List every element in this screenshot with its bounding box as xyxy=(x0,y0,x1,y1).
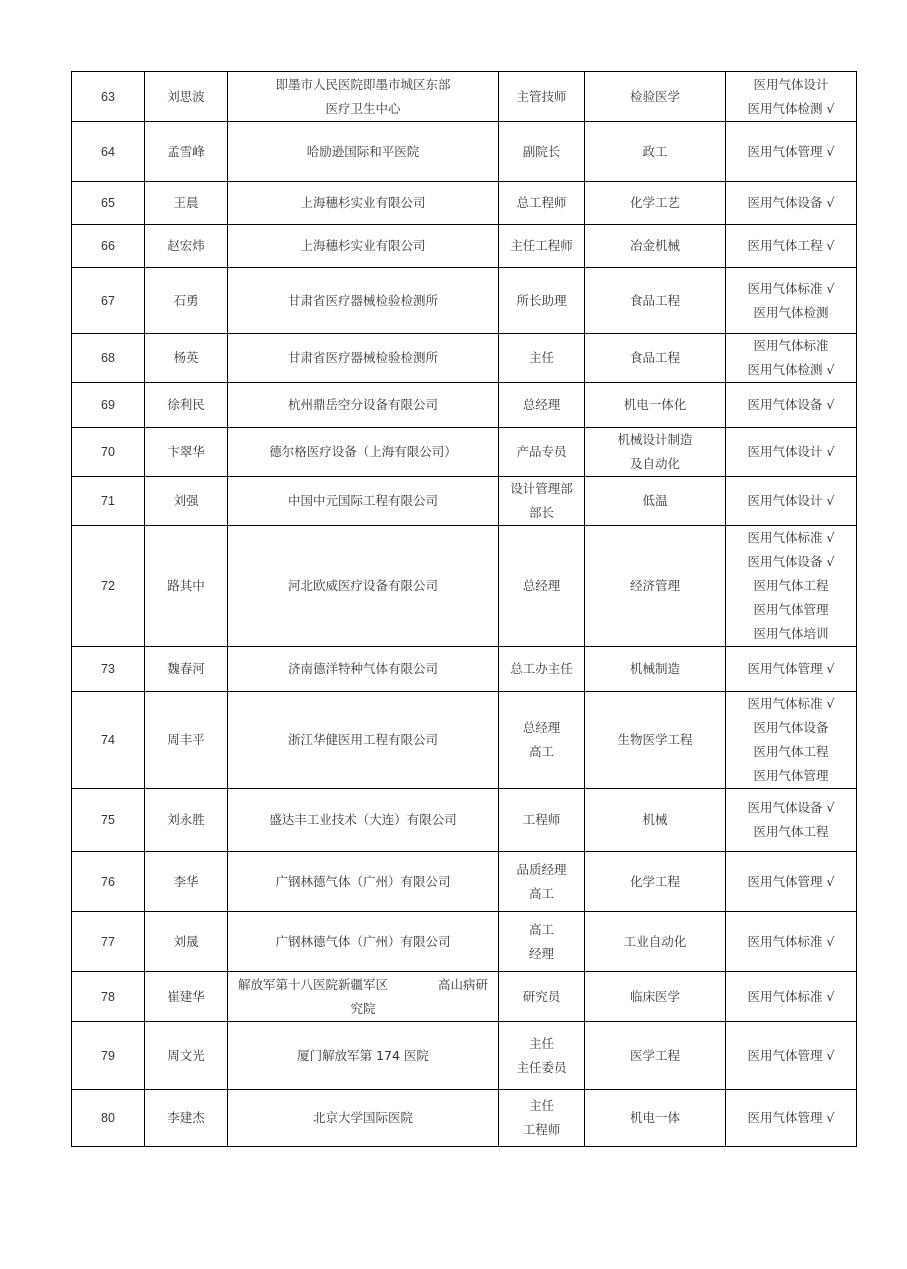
expert-roster-table xyxy=(71,71,857,1147)
organization-cell-line: 德尔格医疗设备（上海有限公司） xyxy=(269,444,457,459)
expertise-fields-cell-line: 医用气体设备 √ xyxy=(747,800,835,815)
job-title-cell-line: 高工 xyxy=(528,885,554,901)
expertise-fields-cell-line: 医用气体管理 xyxy=(753,768,829,783)
expertise-fields-cell-line: 医用气体培训 xyxy=(753,626,829,641)
expertise-fields-cell-line: 医用气体标准 √ xyxy=(747,933,835,949)
job-title-cell-line: 总经理 xyxy=(522,720,561,735)
organization-cell xyxy=(228,912,499,972)
expertise-fields-cell xyxy=(726,692,857,789)
table-row xyxy=(72,1090,857,1147)
major-cell-line: 生物医学工程 xyxy=(617,732,693,747)
organization-cell-line: 浙江华健医用工程有限公司 xyxy=(287,732,438,747)
job-title-cell-line: 主任 xyxy=(528,350,554,365)
major-cell-line: 机电一体 xyxy=(629,1110,680,1125)
major-cell-line: 检验医学 xyxy=(629,88,680,104)
expertise-fields-cell-line: 医用气体标准 √ xyxy=(747,988,835,1004)
organization-cell xyxy=(228,122,499,182)
expertise-fields-cell-line: 医用气体标准 xyxy=(753,338,829,353)
name-cell: 王晨 xyxy=(145,182,228,225)
job-title-cell xyxy=(499,334,585,383)
organization-cell-line: 上海穗杉实业有限公司 xyxy=(300,238,426,253)
major-cell xyxy=(585,1022,726,1090)
major-cell xyxy=(585,428,726,477)
major-cell-line: 机械 xyxy=(642,812,668,827)
row-number-cell: 78 xyxy=(72,972,145,1022)
major-cell xyxy=(585,334,726,383)
row-number-cell: 75 xyxy=(72,789,145,852)
table-row xyxy=(72,972,857,1022)
job-title-cell xyxy=(499,1022,585,1090)
expertise-fields-cell-line: 医用气体检测 √ xyxy=(747,100,835,116)
job-title-cell xyxy=(499,72,585,122)
major-cell xyxy=(585,647,726,692)
expertise-fields-cell xyxy=(726,182,857,225)
row-number-cell: 66 xyxy=(72,225,145,268)
name-cell: 路其中 xyxy=(145,526,228,647)
job-title-cell-line: 总工办主任 xyxy=(510,661,573,676)
major-cell xyxy=(585,852,726,912)
organization-cell-line: 即墨市人民医院即墨市城区东部 xyxy=(275,76,451,92)
table-row xyxy=(72,526,857,647)
expertise-fields-cell xyxy=(726,122,857,182)
expertise-fields-cell-line: 医用气体管理 √ xyxy=(747,1110,835,1125)
job-title-cell xyxy=(499,692,585,789)
job-title-cell xyxy=(499,477,585,526)
organization-cell xyxy=(228,428,499,477)
expertise-fields-cell-line: 医用气体设计 √ xyxy=(747,493,835,508)
row-number-cell: 70 xyxy=(72,428,145,477)
name-cell: 李华 xyxy=(145,852,228,912)
row-number-cell: 65 xyxy=(72,182,145,225)
job-title-cell-line: 主任委员 xyxy=(516,1059,567,1075)
table-body xyxy=(72,72,857,1147)
organization-cell-line: 上海穗杉实业有限公司 xyxy=(300,195,426,210)
organization-cell xyxy=(228,1090,499,1147)
job-title-cell-line: 总经理 xyxy=(522,397,561,412)
job-title-cell-line: 品质经理 xyxy=(516,861,567,877)
expertise-fields-cell-line: 医用气体管理 xyxy=(753,602,829,617)
major-cell xyxy=(585,72,726,122)
row-number-cell: 73 xyxy=(72,647,145,692)
major-cell-line: 食品工程 xyxy=(629,350,680,365)
job-title-cell xyxy=(499,383,585,428)
expertise-fields-cell xyxy=(726,225,857,268)
organization-cell-line: 解放军第十八医院新疆军区 高山病研 xyxy=(237,976,488,992)
organization-cell-line: 北京大学国际医院 xyxy=(312,1110,413,1125)
job-title-cell-line: 总经理 xyxy=(522,578,561,593)
major-cell-line: 及自动化 xyxy=(629,456,680,471)
expertise-fields-cell-line: 医用气体工程 xyxy=(753,578,829,593)
expertise-fields-cell xyxy=(726,334,857,383)
organization-cell xyxy=(228,225,499,268)
name-cell: 魏春河 xyxy=(145,647,228,692)
organization-cell-line: 广钢林德气体（广州）有限公司 xyxy=(275,873,451,889)
organization-cell-line: 中国中元国际工程有限公司 xyxy=(287,493,438,508)
job-title-cell xyxy=(499,789,585,852)
job-title-cell xyxy=(499,268,585,334)
organization-cell-line: 甘肃省医疗器械检验检测所 xyxy=(287,350,438,365)
row-number-cell: 72 xyxy=(72,526,145,647)
organization-cell-line: 杭州鼎岳空分设备有限公司 xyxy=(287,397,438,412)
name-cell: 刘强 xyxy=(145,477,228,526)
name-cell: 杨英 xyxy=(145,334,228,383)
expertise-fields-cell xyxy=(726,972,857,1022)
expertise-fields-cell-line: 医用气体工程 xyxy=(753,824,829,839)
organization-cell-line: 哈励逊国际和平医院 xyxy=(306,143,420,159)
organization-cell xyxy=(228,182,499,225)
expertise-fields-cell xyxy=(726,1090,857,1147)
row-number-cell: 63 xyxy=(72,72,145,122)
major-cell-line: 低温 xyxy=(642,493,668,508)
expertise-fields-cell-line: 医用气体管理 √ xyxy=(747,873,835,889)
expertise-fields-cell xyxy=(726,268,857,334)
job-title-cell-line: 所长助理 xyxy=(516,292,567,308)
name-cell: 崔建华 xyxy=(145,972,228,1022)
job-title-cell-line: 工程师 xyxy=(522,1122,561,1137)
major-cell-line: 经济管理 xyxy=(629,578,680,593)
job-title-cell xyxy=(499,1090,585,1147)
table-row xyxy=(72,477,857,526)
expertise-fields-cell-line: 医用气体工程 xyxy=(753,744,829,759)
table-row xyxy=(72,383,857,428)
expertise-fields-cell xyxy=(726,72,857,122)
expertise-fields-cell-line: 医用气体管理 √ xyxy=(747,1047,835,1063)
expertise-fields-cell xyxy=(726,526,857,647)
name-cell: 周文光 xyxy=(145,1022,228,1090)
organization-cell-line: 广钢林德气体（广州）有限公司 xyxy=(275,933,451,949)
organization-cell xyxy=(228,72,499,122)
job-title-cell-line: 副院长 xyxy=(522,143,561,159)
expertise-fields-cell xyxy=(726,852,857,912)
name-cell: 石勇 xyxy=(145,268,228,334)
major-cell-line: 冶金机械 xyxy=(629,238,680,253)
major-cell xyxy=(585,972,726,1022)
expertise-fields-cell-line: 医用气体设计 √ xyxy=(747,444,835,459)
job-title-cell xyxy=(499,122,585,182)
organization-cell xyxy=(228,972,499,1022)
job-title-cell-line: 主管技师 xyxy=(516,88,567,104)
table-row xyxy=(72,1022,857,1090)
expertise-fields-cell xyxy=(726,428,857,477)
job-title-cell xyxy=(499,972,585,1022)
major-cell-line: 机械设计制造 xyxy=(617,432,693,447)
organization-cell xyxy=(228,526,499,647)
expertise-fields-cell xyxy=(726,789,857,852)
row-number-cell: 71 xyxy=(72,477,145,526)
major-cell xyxy=(585,225,726,268)
job-title-cell xyxy=(499,225,585,268)
job-title-cell-line: 主任 xyxy=(528,1035,554,1051)
major-cell xyxy=(585,912,726,972)
organization-cell xyxy=(228,647,499,692)
major-cell-line: 化学工程 xyxy=(629,873,680,889)
major-cell xyxy=(585,268,726,334)
organization-cell-line: 盛达丰工业技术（大连）有限公司 xyxy=(269,812,457,827)
major-cell-line: 医学工程 xyxy=(629,1047,680,1063)
job-title-cell-line: 部长 xyxy=(528,505,554,520)
row-number-cell: 80 xyxy=(72,1090,145,1147)
row-number-cell: 76 xyxy=(72,852,145,912)
major-cell xyxy=(585,1090,726,1147)
expertise-fields-cell-line: 医用气体标准 √ xyxy=(747,530,835,545)
job-title-cell-line: 主任 xyxy=(528,1098,554,1113)
major-cell xyxy=(585,122,726,182)
expertise-fields-cell-line: 医用气体工程 √ xyxy=(747,238,835,253)
table-row xyxy=(72,647,857,692)
major-cell xyxy=(585,182,726,225)
name-cell: 孟雪峰 xyxy=(145,122,228,182)
expertise-fields-cell-line: 医用气体设备 √ xyxy=(747,397,835,412)
major-cell-line: 政工 xyxy=(642,143,668,159)
table-row xyxy=(72,692,857,789)
major-cell xyxy=(585,526,726,647)
job-title-cell xyxy=(499,526,585,647)
row-number-cell: 79 xyxy=(72,1022,145,1090)
major-cell-line: 工业自动化 xyxy=(623,933,687,949)
job-title-cell xyxy=(499,182,585,225)
expertise-fields-cell-line: 医用气体设备 xyxy=(753,720,829,735)
table-row xyxy=(72,225,857,268)
organization-cell-line: 厦门解放军第 174 医院 xyxy=(297,1047,429,1063)
organization-cell xyxy=(228,692,499,789)
table-row xyxy=(72,789,857,852)
expertise-fields-cell-line: 医用气体设备 √ xyxy=(747,195,835,210)
organization-cell xyxy=(228,383,499,428)
expertise-fields-cell xyxy=(726,383,857,428)
expertise-fields-cell-line: 医用气体管理 √ xyxy=(747,143,835,159)
organization-cell-line: 济南德洋特种气体有限公司 xyxy=(287,661,438,676)
name-cell: 刘晟 xyxy=(145,912,228,972)
expertise-fields-cell xyxy=(726,647,857,692)
expertise-fields-cell xyxy=(726,912,857,972)
major-cell xyxy=(585,789,726,852)
organization-cell-line: 河北欧威医疗设备有限公司 xyxy=(287,578,438,593)
job-title-cell-line: 工程师 xyxy=(522,812,561,827)
job-title-cell-line: 主任工程师 xyxy=(510,238,573,253)
job-title-cell-line: 经理 xyxy=(528,945,554,961)
major-cell-line: 机电一体化 xyxy=(623,397,687,412)
major-cell-line: 临床医学 xyxy=(629,988,680,1004)
job-title-cell-line: 研究员 xyxy=(522,988,561,1004)
expertise-fields-cell xyxy=(726,1022,857,1090)
expertise-fields-cell-line: 医用气体设计 xyxy=(753,76,829,92)
expertise-fields-cell xyxy=(726,477,857,526)
row-number-cell: 64 xyxy=(72,122,145,182)
major-cell xyxy=(585,383,726,428)
row-number-cell: 69 xyxy=(72,383,145,428)
major-cell xyxy=(585,692,726,789)
job-title-cell-line: 产品专员 xyxy=(516,444,567,459)
expertise-fields-cell-line: 医用气体检测 xyxy=(753,304,829,320)
organization-cell-line: 甘肃省医疗器械检验检测所 xyxy=(287,292,438,308)
organization-cell xyxy=(228,1022,499,1090)
row-number-cell: 67 xyxy=(72,268,145,334)
row-number-cell: 68 xyxy=(72,334,145,383)
job-title-cell-line: 高工 xyxy=(528,921,554,937)
job-title-cell xyxy=(499,852,585,912)
expertise-fields-cell-line: 医用气体检测 √ xyxy=(747,362,835,377)
job-title-cell xyxy=(499,428,585,477)
organization-cell xyxy=(228,852,499,912)
organization-cell-line: 究院 xyxy=(350,1000,376,1016)
table-row xyxy=(72,122,857,182)
expertise-fields-cell-line: 医用气体标准 √ xyxy=(747,696,835,711)
major-cell-line: 化学工艺 xyxy=(629,195,680,210)
name-cell: 赵宏炜 xyxy=(145,225,228,268)
organization-cell-line: 医疗卫生中心 xyxy=(325,100,401,116)
organization-cell xyxy=(228,477,499,526)
name-cell: 卞翠华 xyxy=(145,428,228,477)
name-cell: 周丰平 xyxy=(145,692,228,789)
major-cell-line: 食品工程 xyxy=(629,292,680,308)
name-cell: 李建杰 xyxy=(145,1090,228,1147)
row-number-cell: 77 xyxy=(72,912,145,972)
organization-cell xyxy=(228,789,499,852)
job-title-cell xyxy=(499,647,585,692)
table-row xyxy=(72,182,857,225)
table-row xyxy=(72,268,857,334)
major-cell xyxy=(585,477,726,526)
name-cell: 刘永胜 xyxy=(145,789,228,852)
organization-cell xyxy=(228,268,499,334)
table-row xyxy=(72,428,857,477)
major-cell-line: 机械制造 xyxy=(629,661,680,676)
table-row xyxy=(72,334,857,383)
expertise-fields-cell-line: 医用气体管理 √ xyxy=(747,661,835,676)
job-title-cell-line: 设计管理部 xyxy=(510,481,573,496)
name-cell: 刘思波 xyxy=(145,72,228,122)
job-title-cell-line: 总工程师 xyxy=(516,195,567,210)
table-row xyxy=(72,912,857,972)
row-number-cell: 74 xyxy=(72,692,145,789)
table-row xyxy=(72,72,857,122)
name-cell: 徐利民 xyxy=(145,383,228,428)
expertise-fields-cell-line: 医用气体标准 √ xyxy=(747,280,835,296)
job-title-cell-line: 高工 xyxy=(528,744,554,759)
table-row xyxy=(72,852,857,912)
expertise-fields-cell-line: 医用气体设备 √ xyxy=(747,554,835,569)
organization-cell xyxy=(228,334,499,383)
job-title-cell xyxy=(499,912,585,972)
